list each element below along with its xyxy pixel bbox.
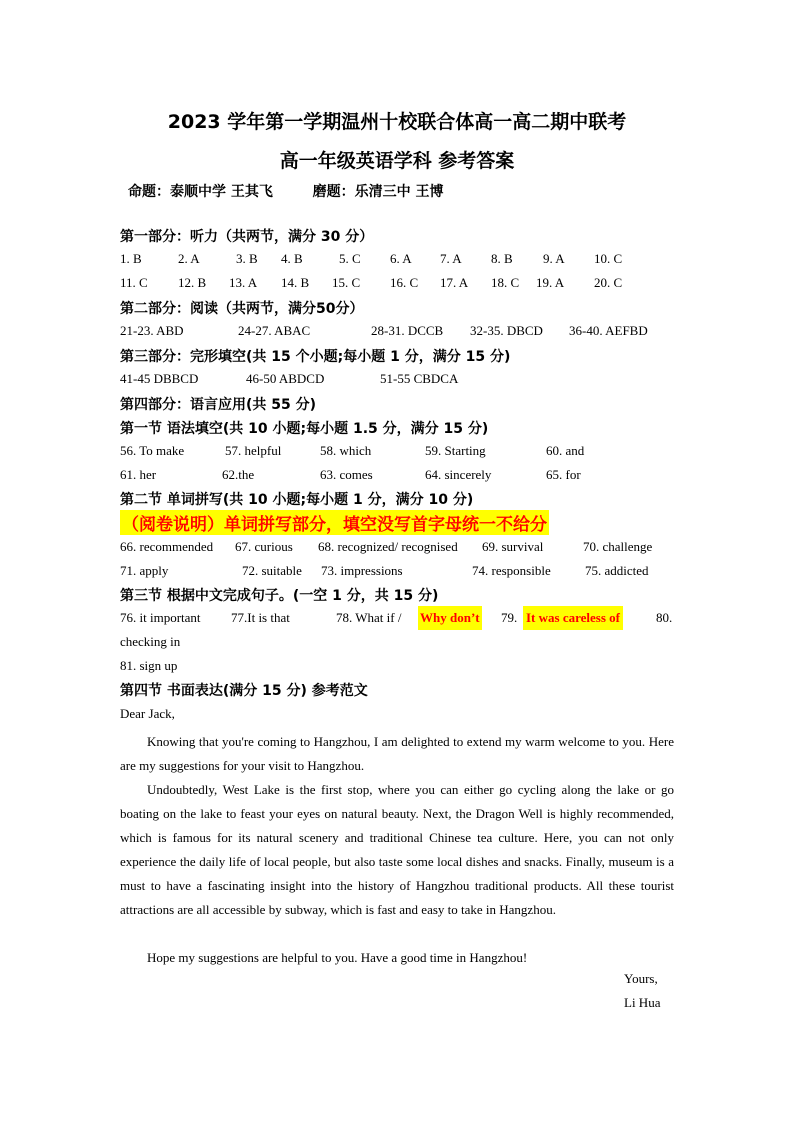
letter-paragraph: Knowing that you're coming to Hangzhou, I am delighted to extend my warm welcome to you. Here are my suggestions for your visit to Hangzhou. xyxy=(120,734,674,773)
answer-item: 1. B xyxy=(120,251,142,266)
answer-item: 9. A xyxy=(543,251,565,266)
page-title: 2023 学年第一学期温州十校联合体高一高二期中联考 xyxy=(167,111,627,133)
answer-item: 21-23. ABD xyxy=(120,323,184,338)
answer-item: 13. A xyxy=(229,275,258,290)
answer-item: 66. recommended xyxy=(120,539,214,554)
letter-greeting: Dear Jack, xyxy=(120,706,175,721)
answer-item: 72. suitable xyxy=(242,563,302,578)
answer-item: 36-40. AEFBD xyxy=(569,323,648,338)
answer-item: 71. apply xyxy=(120,563,169,578)
answer-item: 58. which xyxy=(320,443,372,458)
answer-item: 51-55 CBDCA xyxy=(380,371,459,386)
answer-item: 69. survival xyxy=(482,539,544,554)
answer-item: 20. C xyxy=(594,275,623,290)
authors-line xyxy=(128,181,444,201)
sec2-heading: 第二节 单词拼写(共 10 小题;每小题 1 分，满分 10 分) xyxy=(120,492,474,508)
letter-signature: Li Hua xyxy=(624,995,661,1010)
answer-item: 80. xyxy=(656,610,673,625)
answer-item: 28-31. DCCB xyxy=(371,323,444,338)
answer-item: 16. C xyxy=(390,275,419,290)
letter-paragraph: Undoubtedly, West Lake is the first stop, where you can either go cycling along the lake or go boating on the lake to feast your eyes on natural beauty. Next, the Dragon Well is highly recommended, which is famous for its natural scenery and traditional Chinese tea culture. Here, you can not only experience the daily life of local people, but also taste some local dishes and snacks. Finally, museum is a must to have a fascinating insight into the history of Hangzhou traditional products. All these tourist attractions are all accessible by subway, which is fast and easy to take in Hangzhou. xyxy=(120,782,674,917)
answer-item: 32-35. DBCD xyxy=(470,323,543,338)
answer-item: 2. A xyxy=(178,251,200,266)
answer-item: 77.It is that xyxy=(231,610,290,625)
answer-item: 19. A xyxy=(536,275,565,290)
setter: 泰顺中学 王其飞 xyxy=(170,184,273,200)
answer-item: 70. challenge xyxy=(583,539,653,554)
answer-item: 76. it important xyxy=(120,610,201,625)
answer-item: 5. C xyxy=(339,251,361,266)
part2-heading: 第二部分：阅读（共两节，满分50分） xyxy=(120,301,364,317)
answer-item: 78. What if / xyxy=(336,610,402,625)
sec3-heading: 第三节 根据中文完成句子。(一空 1 分，共 15 分) xyxy=(120,588,439,604)
answer-item: 62.the xyxy=(222,467,255,482)
answer-item: 67. curious xyxy=(235,539,293,554)
answer-item: 15. C xyxy=(332,275,361,290)
part4-heading: 第四部分：语言应用(共 55 分) xyxy=(120,397,317,413)
letter-paragraph: Hope my suggestions are helpful to you. Have a good time in Hangzhou! xyxy=(147,950,528,965)
sec4-heading: 第四节 书面表达(满分 15 分) 参考范文 xyxy=(120,683,368,699)
sec1-heading: 第一节 语法填空(共 10 小题;每小题 1.5 分，满分 15 分) xyxy=(120,421,489,437)
answer-item: 65. for xyxy=(546,467,581,482)
answer-item: 24-27. ABAC xyxy=(238,323,311,338)
setter-label: 命题： xyxy=(128,184,170,200)
answer-highlight: It was careless of xyxy=(523,606,623,630)
answer-item: checking in xyxy=(120,634,181,649)
answer-item: 74. responsible xyxy=(472,563,551,578)
answer-item: 64. sincerely xyxy=(425,467,492,482)
answer-item: 6. A xyxy=(390,251,412,266)
letter-closing: Yours, xyxy=(624,971,658,986)
answer-item: 12. B xyxy=(178,275,207,290)
answer-item: 56. To make xyxy=(120,443,185,458)
answer-item: 17. A xyxy=(440,275,469,290)
answer-item: 3. B xyxy=(236,251,258,266)
answer-item: 11. C xyxy=(120,275,148,290)
answer-item: 7. A xyxy=(440,251,462,266)
answer-item: 73. impressions xyxy=(321,563,403,578)
answer-item: 75. addicted xyxy=(585,563,649,578)
page-subtitle: 高一年级英语学科 参考答案 xyxy=(279,150,515,172)
grading-note: （阅卷说明）单词拼写部分，填空没写首字母统一不给分 xyxy=(120,510,549,535)
answer-item: 41-45 DBBCD xyxy=(120,371,199,386)
answer-item: 14. B xyxy=(281,275,310,290)
answer-item: 8. B xyxy=(491,251,513,266)
answer-item: 61. her xyxy=(120,467,157,482)
answer-item: 4. B xyxy=(281,251,303,266)
answer-item: 57. helpful xyxy=(225,443,282,458)
answer-item: 79. xyxy=(501,610,518,625)
answer-item: 81. sign up xyxy=(120,658,178,673)
answer-item: 63. comes xyxy=(320,467,373,482)
answer-item: 10. C xyxy=(594,251,623,266)
part1-heading: 第一部分：听力（共两节，满分 30 分） xyxy=(120,229,374,245)
answer-item: 18. C xyxy=(491,275,520,290)
answer-item: 46-50 ABDCD xyxy=(246,371,325,386)
reviewer: 乐清三中 王博 xyxy=(354,184,444,200)
answer-item: 59. Starting xyxy=(425,443,486,458)
part3-heading: 第三部分：完形填空(共 15 个小题;每小题 1 分，满分 15 分) xyxy=(120,349,511,365)
reviewer-label: 磨题： xyxy=(312,184,355,200)
answer-highlight: Why don’t xyxy=(418,606,482,630)
answer-item: 68. recognized/ recognised xyxy=(318,539,458,554)
answer-item: 60. and xyxy=(546,443,585,458)
